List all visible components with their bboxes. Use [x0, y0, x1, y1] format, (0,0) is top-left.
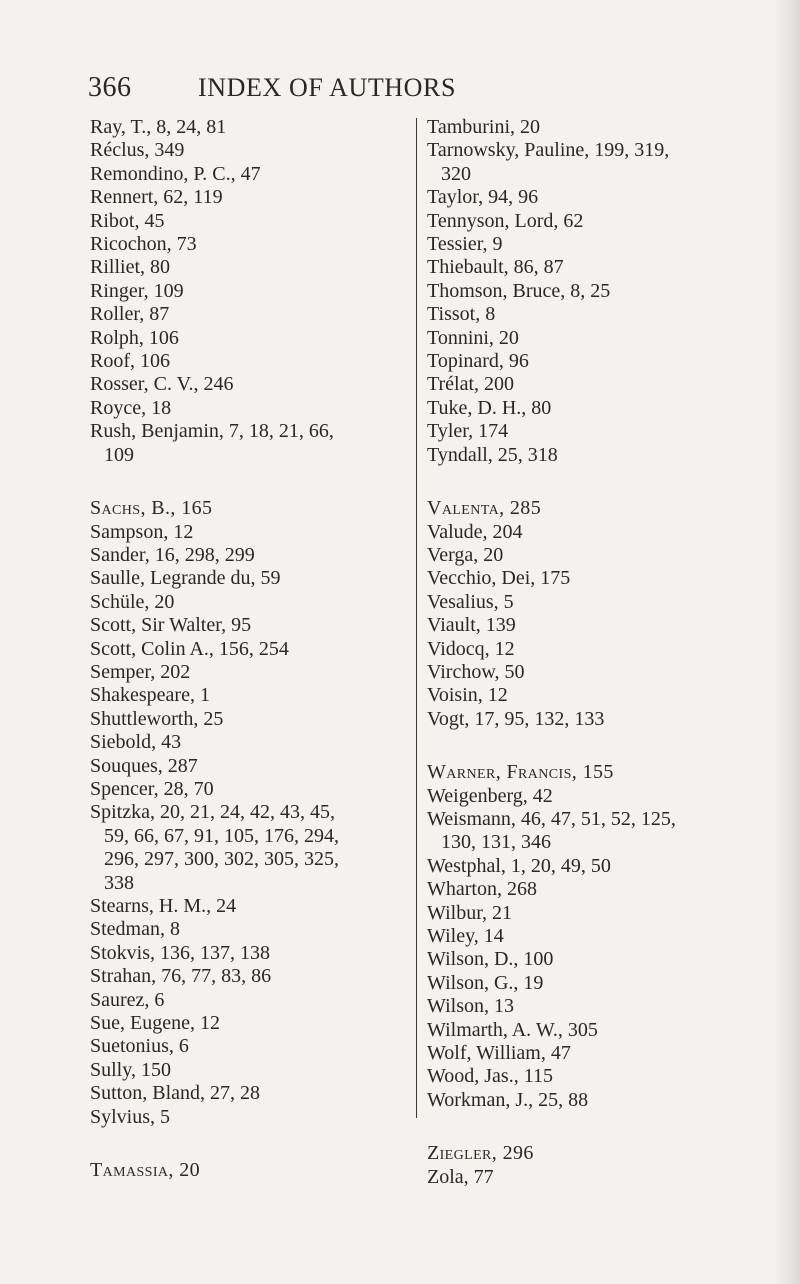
entry-text: Valude, 204 — [427, 520, 523, 543]
entry-text: Viault, 139 — [427, 614, 516, 637]
index-entry — [427, 591, 773, 614]
letter-group — [427, 116, 773, 467]
index-entry — [90, 989, 408, 1012]
entry-text: Vogt, 17, 95, 132, 133 — [427, 707, 605, 730]
entry-text: Remondino, P. C., 47 — [90, 162, 261, 185]
entry-continuation: 296, 297, 300, 302, 305, 325, — [104, 848, 339, 871]
page-edge-shadow — [774, 0, 800, 1284]
index-entry — [427, 444, 773, 467]
entry-text: Verga, 20 — [427, 543, 504, 566]
index-entry — [427, 878, 773, 901]
entry-text: Suetonius, 6 — [90, 1035, 189, 1058]
entry-text: Ray, T., 8, 24, 81 — [90, 116, 227, 138]
entry-text: Rilliet, 80 — [90, 256, 170, 279]
entry-text: Siebold, 43 — [90, 731, 182, 754]
entry-text: Vecchio, Dei, 175 — [427, 567, 571, 590]
index-entry — [427, 327, 773, 350]
index-entry — [427, 544, 773, 567]
index-entry — [90, 591, 408, 614]
entry-text: Stokvis, 136, 137, 138 — [90, 941, 271, 964]
entry-text: Westphal, 1, 20, 49, 50 — [427, 854, 611, 877]
index-entry — [427, 116, 773, 139]
entry-continuation: 130, 131, 346 — [441, 831, 551, 854]
entry-text: Tennyson, Lord, 62 — [427, 209, 584, 232]
index-entry — [90, 965, 408, 988]
letter-group — [427, 761, 773, 1112]
index-entry — [427, 614, 773, 637]
index-entry — [90, 303, 408, 326]
index-entry — [427, 1065, 773, 1088]
letter-group — [427, 1142, 773, 1189]
letter-group-gap — [90, 1129, 408, 1159]
index-entry — [427, 303, 773, 326]
index-entry — [427, 397, 773, 420]
entry-text: Ricochon, 73 — [90, 233, 197, 256]
entry-text: Topinard, 96 — [427, 350, 529, 373]
index-entry — [90, 1106, 408, 1129]
index-entry — [90, 918, 408, 941]
entry-text: Wharton, 268 — [427, 878, 537, 901]
entry-text: Warner, Francis, 155 — [427, 761, 614, 784]
index-entry — [90, 638, 408, 661]
entry-text: Saurez, 6 — [90, 988, 165, 1011]
index-entry — [427, 1089, 773, 1112]
index-entry — [427, 808, 773, 855]
index-entry — [427, 350, 773, 373]
index-entry — [90, 755, 408, 778]
entry-text: Tuke, D. H., 80 — [427, 396, 552, 419]
index-entry — [427, 638, 773, 661]
entry-text: Voisin, 12 — [427, 684, 508, 707]
entry-text: Roller, 87 — [90, 303, 170, 326]
index-entry — [427, 1142, 773, 1165]
entry-text: Sylvius, 5 — [90, 1105, 171, 1128]
entry-text: Vesalius, 5 — [427, 590, 514, 613]
index-entry — [427, 661, 773, 684]
index-entry — [427, 233, 773, 256]
entry-text: Sampson, 12 — [90, 520, 194, 543]
entry-text: Wolf, William, 47 — [427, 1042, 571, 1065]
entry-text: Tonnini, 20 — [427, 326, 519, 349]
entry-text: Virchow, 50 — [427, 660, 525, 683]
entry-text: Saulle, Legrande du, 59 — [90, 567, 281, 590]
entry-text: Stearns, H. M., 24 — [90, 895, 237, 917]
index-entry — [427, 256, 773, 279]
entry-text: Thomson, Bruce, 8, 25 — [427, 279, 611, 302]
entry-text: Scott, Sir Walter, 95 — [90, 614, 252, 637]
entry-text: Tissot, 8 — [427, 303, 496, 326]
entry-text: Scott, Colin A., 156, 254 — [90, 637, 289, 660]
entry-text: Shuttleworth, 25 — [90, 707, 224, 730]
letter-group-gap — [427, 467, 773, 497]
index-entry — [427, 785, 773, 808]
index-entry — [90, 708, 408, 731]
entry-text: Schüle, 20 — [90, 590, 175, 613]
entry-text: Rolph, 106 — [90, 326, 179, 349]
entry-text: Sully, 150 — [90, 1058, 171, 1081]
entry-text: Spencer, 28, 70 — [90, 777, 214, 800]
entry-text: Sue, Eugene, 12 — [90, 1012, 220, 1035]
entry-continuation: 59, 66, 67, 91, 105, 176, 294, — [104, 824, 339, 847]
index-entry — [90, 942, 408, 965]
entry-text: Thiebault, 86, 87 — [427, 256, 564, 279]
index-entry — [90, 801, 408, 895]
entry-text: Tessier, 9 — [427, 233, 503, 256]
entry-text: Wilmarth, A. W., 305 — [427, 1018, 598, 1041]
index-entry — [90, 567, 408, 590]
index-entry — [427, 995, 773, 1018]
index-entry — [427, 497, 773, 520]
index-entry — [90, 614, 408, 637]
entry-text: Wilson, G., 19 — [427, 971, 544, 994]
letter-group-gap — [90, 467, 408, 497]
entry-text: Weigenberg, 42 — [427, 784, 553, 807]
index-entry — [90, 116, 408, 139]
page-number: 366 — [88, 72, 132, 103]
entry-text: Ribot, 45 — [90, 209, 165, 232]
right-index-column — [427, 116, 773, 1189]
entry-text: Tyler, 174 — [427, 420, 509, 443]
letter-group — [90, 497, 408, 1129]
index-entry — [427, 1019, 773, 1042]
entry-text: Spitzka, 20, 21, 24, 42, 43, 45, — [90, 801, 335, 824]
entry-text: Tyndall, 25, 318 — [427, 443, 558, 466]
index-entry — [90, 139, 408, 162]
entry-text: Wilbur, 21 — [427, 901, 513, 924]
letter-group — [90, 116, 408, 467]
index-entry — [427, 210, 773, 233]
index-entry — [90, 210, 408, 233]
index-entry — [427, 708, 773, 731]
entry-text: Tarnowsky, Pauline, 199, 319, — [427, 139, 670, 162]
entry-continuation: 320 — [441, 162, 471, 185]
entry-text: Wilson, D., 100 — [427, 948, 554, 971]
entry-text: Stedman, 8 — [90, 918, 180, 941]
entry-text: Rush, Benjamin, 7, 18, 21, 66, — [90, 420, 334, 443]
entry-text: Sutton, Bland, 27, 28 — [90, 1082, 261, 1105]
entry-text: Semper, 202 — [90, 660, 191, 683]
index-entry — [427, 972, 773, 995]
index-entry — [90, 420, 408, 467]
index-entry — [90, 1012, 408, 1035]
entry-text: Workman, J., 25, 88 — [427, 1088, 589, 1111]
index-entry — [427, 684, 773, 707]
index-entry — [427, 948, 773, 971]
entry-text: Réclus, 349 — [90, 139, 185, 162]
index-entry — [427, 186, 773, 209]
index-entry — [90, 661, 408, 684]
index-entry — [90, 544, 408, 567]
entry-text: Royce, 18 — [90, 396, 172, 419]
index-entry — [90, 684, 408, 707]
page-title: INDEX OF AUTHORS — [198, 73, 457, 102]
index-entry — [427, 1042, 773, 1065]
left-index-column — [90, 116, 408, 1182]
index-entry — [90, 397, 408, 420]
entry-text: Sachs, B., 165 — [90, 497, 213, 520]
entry-text: Wood, Jas., 115 — [427, 1065, 553, 1088]
index-entry — [90, 163, 408, 186]
index-entry — [427, 902, 773, 925]
running-header — [88, 72, 538, 104]
index-entry — [90, 778, 408, 801]
letter-group — [90, 1159, 408, 1182]
index-entry — [427, 761, 773, 784]
index-entry — [427, 420, 773, 443]
index-entry — [427, 373, 773, 396]
entry-text: Wiley, 14 — [427, 925, 504, 947]
entry-continuation: 338 — [104, 871, 134, 894]
entry-text: Valenta, 285 — [427, 497, 542, 520]
entry-text: Rennert, 62, 119 — [90, 186, 223, 209]
entry-text: Shakespeare, 1 — [90, 684, 210, 707]
entry-text: Taylor, 94, 96 — [427, 186, 539, 209]
entry-text: Strahan, 76, 77, 83, 86 — [90, 965, 272, 988]
entry-text: Tamburini, 20 — [427, 116, 541, 138]
index-entry — [90, 521, 408, 544]
index-entry — [427, 280, 773, 303]
index-entry — [90, 497, 408, 520]
entry-text: Vidocq, 12 — [427, 637, 515, 660]
entry-text: Rosser, C. V., 246 — [90, 373, 234, 396]
index-entry — [90, 233, 408, 256]
index-entry — [90, 186, 408, 209]
entry-text: Souques, 287 — [90, 754, 198, 777]
entry-text: Weismann, 46, 47, 51, 52, 125, — [427, 807, 676, 830]
entry-text: Ringer, 109 — [90, 279, 184, 302]
letter-group — [427, 497, 773, 731]
index-entry — [90, 373, 408, 396]
index-entry — [427, 925, 773, 948]
index-entry — [427, 567, 773, 590]
index-entry — [90, 1159, 408, 1182]
index-entry — [427, 139, 773, 186]
entry-text: Roof, 106 — [90, 350, 170, 373]
entry-text: Ziegler, 296 — [427, 1142, 534, 1165]
index-entry — [427, 521, 773, 544]
index-entry — [90, 280, 408, 303]
letter-group-gap — [427, 1112, 773, 1142]
entry-text: Trélat, 200 — [427, 373, 515, 396]
index-entry — [90, 731, 408, 754]
index-entry — [90, 327, 408, 350]
entry-text: Wilson, 13 — [427, 995, 514, 1018]
index-entry — [427, 1166, 773, 1189]
index-entry — [427, 855, 773, 878]
entry-continuation: 109 — [104, 443, 134, 466]
index-entry — [90, 1035, 408, 1058]
entry-text: Tamassia, 20 — [90, 1159, 201, 1182]
letter-group-gap — [427, 731, 773, 761]
column-divider — [416, 118, 417, 1118]
index-entry — [90, 350, 408, 373]
index-entry — [90, 256, 408, 279]
entry-text: Zola, 77 — [427, 1165, 494, 1188]
entry-text: Sander, 16, 298, 299 — [90, 543, 255, 566]
index-entry — [90, 895, 408, 918]
index-entry — [90, 1082, 408, 1105]
index-entry — [90, 1059, 408, 1082]
